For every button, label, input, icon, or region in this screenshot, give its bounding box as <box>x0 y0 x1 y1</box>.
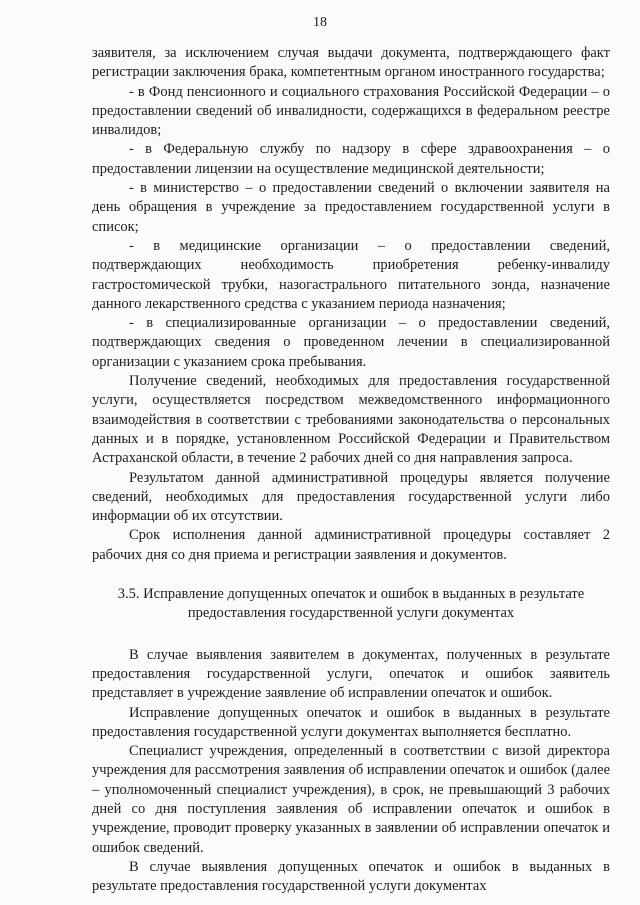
section-heading-3-5: 3.5. Исправление допущенных опечаток и ошибок в выданных в результате предоставления государственной услуги документах <box>117 586 585 622</box>
list-item-specialized-organizations: - в специализированные организации – о предоставлении сведений, подтверждающих сведения о проведенном лечении в специализированной организации с указанием срока пребывания. <box>92 315 610 370</box>
list-item-healthcare-oversight: - в Федеральную службу по надзору в сфере здравоохранения – о предоставлении лицензии на осуществление медицинской деятельности; <box>92 141 610 177</box>
paragraph-procedure-result: Результатом данной административной процедуры является получение сведений, необходимых для предоставления государственной услуги либо информации об их отсутствии. <box>92 469 610 525</box>
paragraph-error-detection: В случае выявления заявителем в документах, полученных в результате предоставления государственной услуги, опечаток и ошибок заявитель представляет в учреждение заявление об исправлении опечаток и ошибок. <box>92 646 610 702</box>
paragraph-specialist-review: Специалист учреждения, определенный в соответствии с визой директора учреждения для рассмотрения заявления об исправлении опечаток и ошибок (далее – уполномоченный специалист учреждения), в срок, не превышающий 3 рабочих дней со дня поступления заявления об исправлении опечаток и ошибок в учреждение, проводит проверку указанных в заявлении об исправлении опечаток и ошибок сведений. <box>92 743 610 856</box>
list-item-ministry: - в министерство – о предоставлении сведений о включении заявителя на день обращения в учреждение за предоставлением государственной услуги в список; <box>92 180 610 235</box>
paragraph-free-correction: Исправление допущенных опечаток и ошибок в выданных в результате предоставления государственной услуги документах выполняется бесплатно. <box>92 704 610 740</box>
paragraph-errors-found: В случае выявления допущенных опечаток и ошибок в выданных в результате предоставления государственной услуги документах <box>92 858 610 895</box>
paragraph-interagency-info: Получение сведений, необходимых для предоставления государственной услуги, осуществляется посредством межведомственного информационного взаимодействия в соответствии с требованиями законодательства о персональных данных и в порядке, установленном Российской Федерации и Правительством Астраханской области, в течение 2 рабочих дней со дня направления запроса. <box>92 373 610 467</box>
list-item-pension-fund: - в Фонд пенсионного и социального страхования Российской Федерации – о предоставлении сведений об инвалидности, содержащихся в федеральном реестре инвалидов; <box>92 83 610 139</box>
paragraph-procedure-term: Срок исполнения данной административной процедуры составляет 2 рабочих дня со дня приема и регистрации заявления и документов. <box>92 527 610 563</box>
page-number: 18 <box>313 15 327 30</box>
document-body <box>92 44 610 896</box>
paragraph-continuation: заявителя, за исключением случая выдачи документа, подтверждающего факт регистрации заключения брака, компетентным органом иностранного государства; <box>92 45 610 81</box>
list-item-medical-organizations: - в медицинские организации – о предоставлении сведений, подтверждающих необходимость приобретения ребенку-инвалиду гастростомической трубки, назогастрального питательного зонда, назначение данного лекарственного средства с указанием периода назначения; <box>92 237 610 312</box>
